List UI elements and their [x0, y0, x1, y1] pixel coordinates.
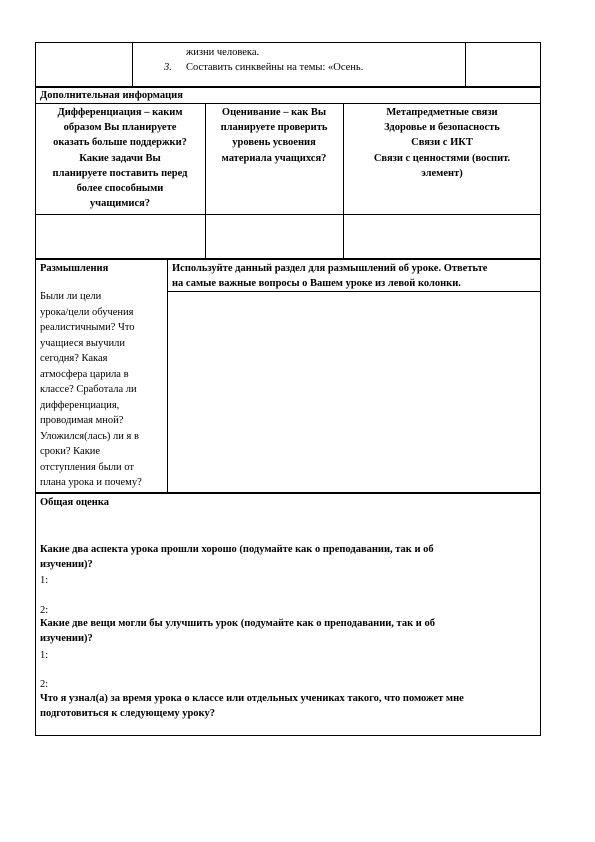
question-went-well: Какие два аспекта урока прошли хорошо (подумайте как о преподавании, так и об изучении)? [40, 544, 434, 571]
additional-info-heading: Дополнительная информация [40, 90, 183, 101]
additional-col-divider-2 [343, 103, 344, 259]
went-well-answer-1[interactable]: 1: [40, 575, 49, 586]
list-item-text: Составить синквейны на темы: «Осень. [186, 62, 364, 73]
question-improve: Какие две вещи могли бы улучшить урок (подумайте как о преподавании, так и об изучении)? [40, 618, 435, 645]
improve-answer-2[interactable]: 2: [40, 679, 49, 690]
top-table-line-1: жизни человека. [186, 47, 260, 58]
question-learned: Что я узнал(а) за время урока о классе или отдельных учениках такого, что поможет мне подготовиться к следующему уроку? [40, 693, 464, 720]
overall-title: Общая оценка [40, 497, 109, 508]
list-item-number: 3. [164, 62, 172, 73]
reflection-answer-area[interactable] [168, 292, 540, 492]
cross-curricular-links: Метапредметные связи Здоровье и безопасность Связи с ИКТ Связи с ценностями (воспит. элемент) [373, 107, 511, 179]
additional-col-divider-1 [205, 103, 206, 259]
improve-answer-1[interactable]: 1: [40, 650, 49, 661]
went-well-answer-2[interactable]: 2: [40, 605, 49, 616]
reflection-title: Размышления [40, 263, 109, 274]
top-table-divider-2 [465, 42, 466, 87]
additional-info-heading-rule [35, 103, 541, 104]
reflection-instruction: Используйте данный раздел для размышлений об уроке. Ответьте на самые важные вопросы о Вашем уроке из левой колонки. [172, 263, 488, 290]
top-table-divider-1 [132, 42, 133, 87]
assessment-question: Оценивание – как Вы планируете проверить уровень усвоения материала учащихся? [220, 107, 328, 164]
additional-header-row-rule [35, 214, 541, 215]
differentiation-question: Дифференциация – каким образом Вы планируете оказать больше поддержки? Какие задачи Вы планируете поставить перед более способными учащимися? [52, 107, 188, 210]
reflection-questions: Были ли цели урока/цели обучения реалистичными? Что учащиеся выучили сегодня? Какая атмосфера царила в классе? Сработала ли дифференциация, проводимая мной? Уложился(лась) ли я в сроки? Какие отступления были от плана урока и почему? [40, 291, 142, 488]
